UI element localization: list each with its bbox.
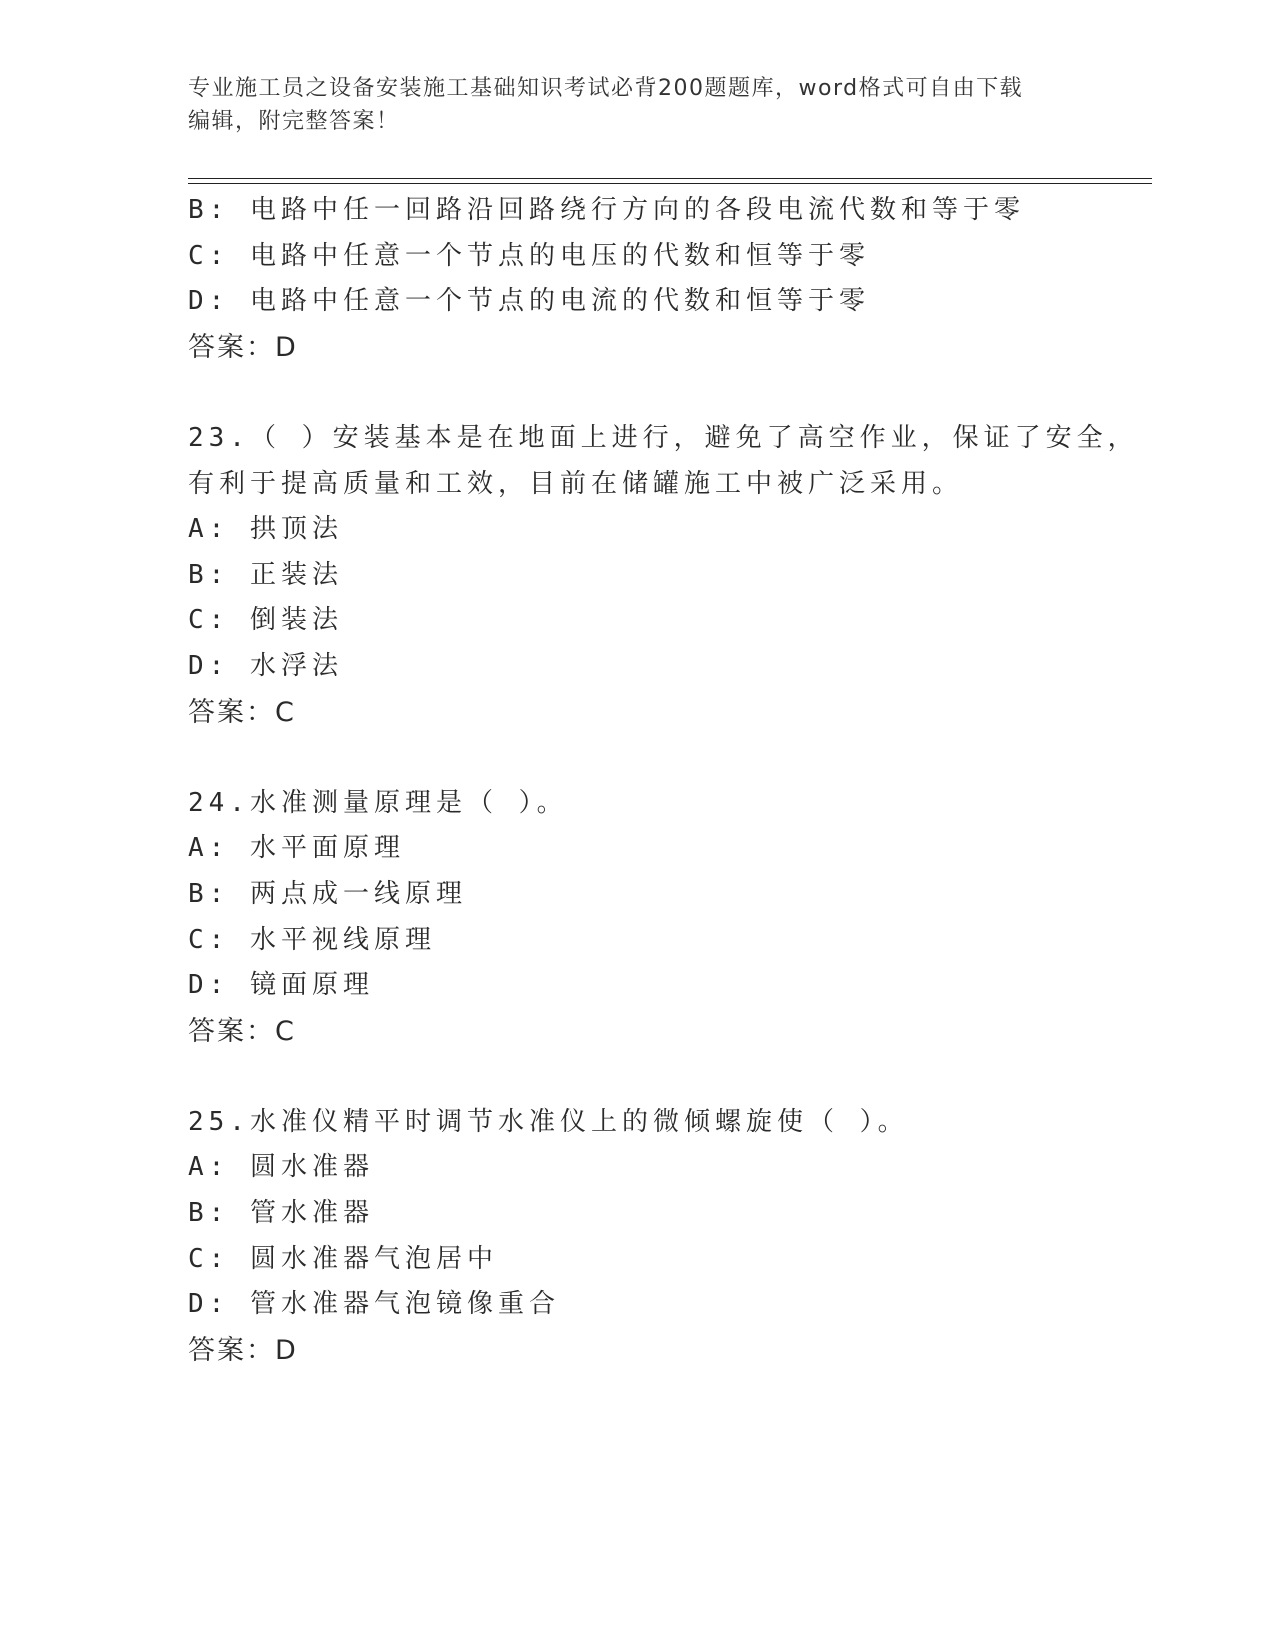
option-b: B: 正装法 xyxy=(188,559,343,590)
option-c: C: 水平视线原理 xyxy=(188,924,436,955)
header-divider-top xyxy=(188,178,1152,179)
question-23 xyxy=(188,416,1139,735)
question-25 xyxy=(188,1100,1128,1374)
question-stem: 25.水准仪精平时调节水准仪上的微倾螺旋使（ ）。 xyxy=(188,1106,909,1137)
option-a: A: 圆水准器 xyxy=(188,1152,374,1183)
spacer xyxy=(188,370,1128,416)
spacer xyxy=(188,1054,1128,1100)
option-c: C: 电路中任意一个节点的电压的代数和恒等于零 xyxy=(188,240,870,271)
header-line-2: 编辑，附完整答案！ xyxy=(188,109,400,134)
question-stem: 24.水准测量原理是（ ）。 xyxy=(188,787,568,818)
option-b: B: 两点成一线原理 xyxy=(188,878,467,909)
option-d: D: 管水准器气泡镜像重合 xyxy=(188,1289,560,1320)
header-line-1: 专业施工员之设备安装施工基础知识考试必背200题题库，word格式可自由下载 xyxy=(188,76,1024,101)
header-divider-bottom xyxy=(188,183,1152,184)
question-22-tail xyxy=(188,188,1128,370)
question-list xyxy=(188,188,1139,1373)
question-24 xyxy=(188,781,1128,1055)
option-a: A: 拱顶法 xyxy=(188,514,343,545)
answer: 答案：C xyxy=(188,696,296,728)
option-b: B: 电路中任一回路沿回路绕行方向的各段电流代数和等于零 xyxy=(188,195,1025,225)
option-d: D: 水浮法 xyxy=(188,650,343,681)
option-b: B: 管水准器 xyxy=(188,1198,374,1229)
option-c: C: 圆水准器气泡居中 xyxy=(188,1243,498,1274)
option-d: D: 电路中任意一个节点的电流的代数和恒等于零 xyxy=(188,286,870,317)
question-stem-line-2: 有利于提高质量和工效，目前在储罐施工中被广泛采用。 xyxy=(188,468,964,499)
document-header xyxy=(188,72,1068,138)
question-stem-line-1: 23.（ ）安装基本是在地面上进行，避免了高空作业，保证了安全， xyxy=(188,422,1139,453)
answer: 答案：C xyxy=(188,1015,296,1047)
answer: 答案：D xyxy=(188,1334,298,1366)
option-d: D: 镜面原理 xyxy=(188,970,374,1001)
option-a: A: 水平面原理 xyxy=(188,833,405,864)
spacer xyxy=(188,735,1128,781)
answer: 答案：D xyxy=(188,331,298,363)
option-c: C: 倒装法 xyxy=(188,605,343,636)
